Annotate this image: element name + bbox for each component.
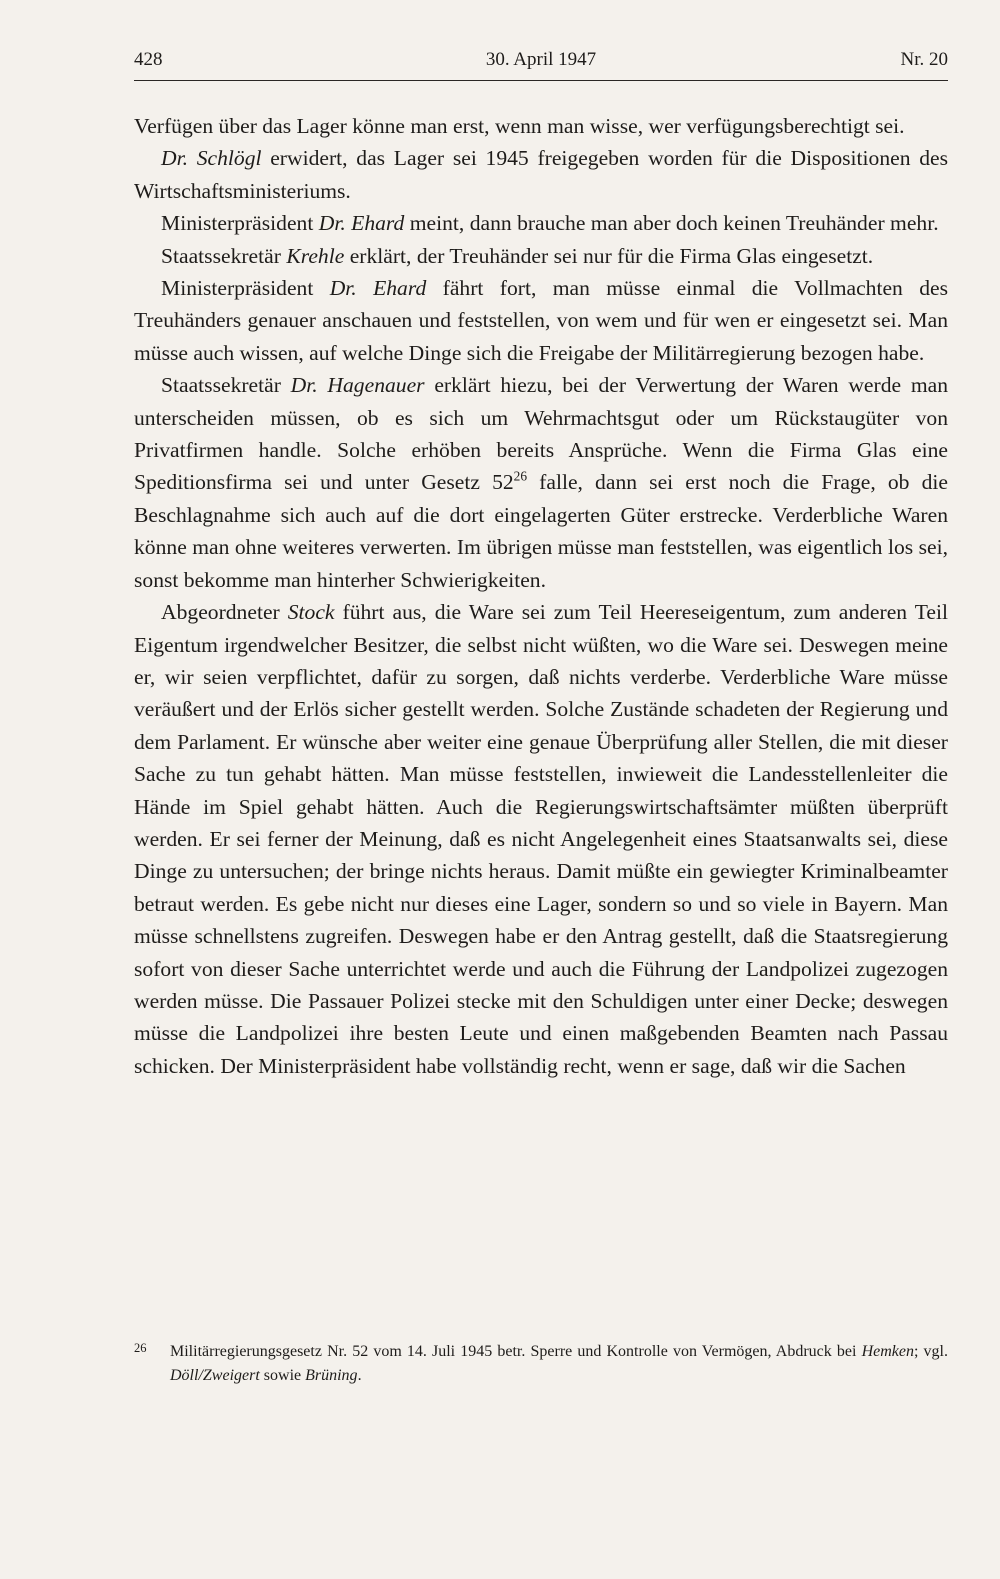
footnote-reference: 26 — [513, 469, 528, 485]
speaker-title: Staatssekretär — [161, 373, 291, 398]
footnote: 26 Militärregierungsgesetz Nr. 52 vom 14. Juli 1945 betr. Sperre und Kontrolle von Vermögen, Abdruck bei Hemken; vgl. Döll/Zweigert sowie Brüning. — [134, 1340, 948, 1384]
footnote-text: ; vgl. — [913, 1343, 948, 1360]
footnote-text: Militärregierungsgesetz Nr. 52 vom 14. Juli 1945 betr. Sperre und Kontrolle von Vermögen, Abdruck bei — [170, 1343, 862, 1360]
speaker-name: Dr. Ehard — [329, 276, 427, 301]
paragraph — [134, 207, 948, 239]
footnotes — [134, 1340, 948, 1388]
speaker-title: Abgeordneter — [161, 600, 288, 625]
paragraph — [134, 240, 948, 272]
footnote-citation: Hemken — [861, 1343, 914, 1360]
page-number: 428 — [134, 49, 163, 70]
speaker-title: Staatssekretär — [161, 243, 287, 268]
footnote-text: sowie — [259, 1367, 306, 1384]
speaker-name: Krehle — [286, 243, 345, 268]
running-header — [134, 49, 948, 79]
paragraph-text: meint, dann brauche man aber doch keinen Treuhänder mehr. — [404, 211, 939, 236]
paragraph-text: fährt fort, man müsse einmal die Vollmachten des Treuhänders genauer anschauen und feststellen, von wem und für wen er eingesetzt sei. Man müsse auch wissen, auf welche Dinge sich die Freigabe der Militärregierung bezogen habe. — [134, 276, 948, 365]
speaker-name: Dr. Schlögl — [161, 146, 262, 171]
footnote-text: . — [357, 1367, 362, 1384]
footnote-citation: Brüning — [305, 1367, 358, 1384]
paragraph-text: führt aus, die Ware sei zum Teil Heereseigentum, zum anderen Teil Eigentum irgendwelcher Besitzer, die selbst nicht wüßten, wo die Ware sei. Deswegen meine er, wir seien verpflichtet, dafür zu sorgen, daß nichts verderbe. Verderbliche Ware müsse veräußert und der Erlös sicher gestellt werden. Solche Zustände schadeten der Regierung und dem Parlament. Er wünsche aber weiter eine genaue Überprüfung aller Stellen, die mit dieser Sache zu tun gehabt hätten. Man müsse feststellen, inwieweit die Landesstellenleiter die Hände im Spiel gehabt hätten. Auch die Regierungswirtschaftsämter müßten überprüft werden. Er sei ferner der Meinung, daß es nicht Angelegenheit eines Staatsanwalts sei, diese Dinge zu untersuchen; der bringe nichts heraus. Damit müßte ein gewiegter Kriminalbeamter betraut werden. Es gebe nicht nur dieses eine Lager, sondern so und so viele in Bayern. Man müsse schnellstens zugreifen. Deswegen habe er den Antrag gestellt, daß die Staatsregierung sofort von dieser Sache unterrichtet werde und auch die Führung der Landpolizei zugezogen werden müsse. Die Passauer Polizei stecke mit den Schuldigen unter einer Decke; deswegen müsse die Landpolizei ihre besten Leute und einen maßgebenden Beamten nach Passau schicken. Der Ministerpräsident habe vollständig recht, wenn er sage, daß wir die Sachen — [134, 600, 948, 1078]
paragraph-text: erklärt hiezu, bei der Verwertung der Waren werde man unterscheiden müssen, ob es sich um Wehrmachtsgut oder um Rückstaugüter von Privatfirmen handle. Solche erhöben bereits Ansprüche. Wenn die Firma Glas eine Speditionsfirma sei und unter Gesetz 52 — [134, 373, 948, 495]
document-number: Nr. 20 — [900, 49, 948, 70]
speaker-name: Dr. Ehard — [318, 211, 405, 236]
body-text — [134, 110, 948, 1082]
speaker-name: Dr. Hagenauer — [290, 373, 425, 398]
speaker-title: Ministerpräsident — [161, 211, 319, 236]
paragraph-text: falle, dann sei erst noch die Frage, ob die Beschlagnahme sich auch auf die dort eingelagerten Güter erstrecke. Verderbliche Waren könne man ohne weiteres verwerten. Im übrigen müsse man feststellen, was eigentlich los sei, sonst bekomme man hinterher Schwierigkeiten. — [134, 470, 948, 592]
paragraph — [134, 369, 948, 596]
header-rule — [134, 80, 948, 81]
paragraph-text: erklärt, der Treuhänder sei nur für die Firma Glas eingesetzt. — [344, 243, 874, 268]
speaker-name: Stock — [287, 600, 335, 625]
paragraph — [134, 272, 948, 369]
footnote-citation: Döll/Zweigert — [170, 1367, 260, 1384]
paragraph-text: erwidert, das Lager sei 1945 freigegeben worden für die Dispositionen des Wirtschaftsministeriums. — [134, 146, 949, 203]
speaker-title: Ministerpräsident — [161, 276, 330, 301]
paragraph-text: Verfügen über das Lager könne man erst, wenn man wisse, wer verfügungsberechtigt sei. — [134, 114, 905, 138]
paragraph — [134, 110, 948, 142]
header-date: 30. April 1947 — [485, 49, 597, 70]
paragraph — [134, 142, 948, 207]
paragraph — [134, 596, 948, 1082]
